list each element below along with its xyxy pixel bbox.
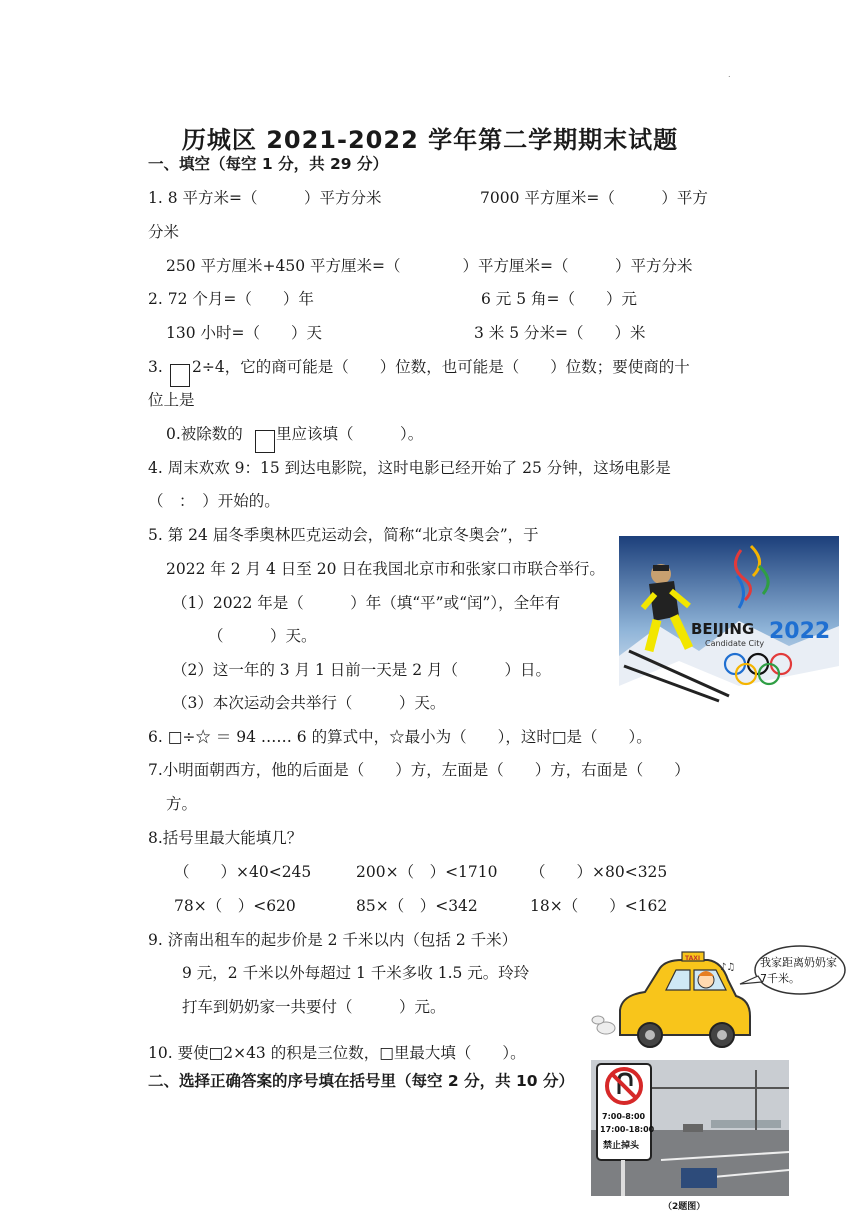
candidate-city-text: Candidate City	[705, 639, 765, 648]
corner-mark: .	[728, 70, 731, 79]
q9-b: 9 元，2 千米以外每超过 1 千米多收 1.5 元。玲玲	[182, 964, 530, 982]
q8-item: 200×（ ）<1710	[356, 863, 498, 881]
taxi-sign-text: TAXI	[685, 955, 701, 962]
q3-text: 2÷4，它的商可能是（ ）位数，也可能是（ ）位数；要使商的十	[192, 358, 690, 376]
winter-olympics-image	[619, 536, 839, 706]
q5-d: （ ）天。	[208, 627, 317, 645]
q4-a: 4. 周末欢欢 9：15 到达电影院，这时电影已经开始了 25 分钟，这场电影是	[148, 459, 671, 477]
q8-title: 8.括号里最大能填几？	[148, 829, 303, 847]
q2-a: 2. 72 个月=（ ）年	[148, 290, 314, 308]
figure-caption: （2题图）	[663, 1202, 706, 1212]
q5-c: （1）2022 年是（ ）年（填“平”或“闰”），全年有	[172, 594, 561, 612]
q5-f: （3）本次运动会共举行（ ）天。	[172, 694, 446, 712]
q5-e: （2）这一年的 3 月 1 日前一天是 2 月（ ）日。	[172, 661, 552, 679]
section-2-heading: 二、选择正确答案的序号填在括号里（每空 2 分，共 10 分）	[148, 1072, 574, 1090]
taxi-cartoon-image	[590, 940, 848, 1048]
bubble-line-2: 7千米。	[760, 972, 800, 985]
q2-b: 6 元 5 角=（ ）元	[481, 290, 637, 308]
q3-text-3: 里应该填（ ）。	[276, 425, 424, 443]
q3-number: 3.	[148, 358, 163, 376]
q7-a: 7.小明面朝西方，他的后面是（ ）方，左面是（ ）方，右面是（ ）	[148, 761, 690, 779]
beijing-text: BEIJING	[691, 620, 755, 638]
section-1-heading: 一、填空（每空 1 分，共 29 分）	[148, 155, 388, 173]
sign-line-2: 17:00-18:00	[600, 1125, 655, 1134]
q8-item: 85×（ ）<342	[356, 897, 478, 915]
q1-b-cont: 分米	[148, 223, 180, 241]
q6: 6. □÷☆ ＝ 94 …… 6 的算式中，☆最小为（ ），这时□是（ ）。	[148, 728, 652, 746]
q3-text-2: 0.被除数的	[166, 425, 243, 443]
q4-b: （ ： ）开始的。	[148, 492, 280, 510]
q5-a: 5. 第 24 届冬季奥林匹克运动会，简称“北京冬奥会”，于	[148, 526, 539, 544]
q5-b: 2022 年 2 月 4 日至 20 日在我国北京市和张家口市联合举行。	[166, 560, 605, 578]
q8-item: 18×（ ）<162	[530, 897, 668, 915]
bubble-line-1: 我家距离奶奶家	[760, 956, 837, 969]
q8-item: （ ）×80<325	[530, 863, 668, 881]
svg-text:♪♫: ♪♫	[720, 962, 736, 973]
q2-c: 130 小时=（ ）天	[166, 324, 322, 342]
no-u-turn-sign-photo	[591, 1060, 789, 1196]
q2-d: 3 米 5 分米=（ ）米	[474, 324, 646, 342]
q8-item: （ ）×40<245	[174, 863, 312, 881]
q7-b: 方。	[166, 795, 198, 813]
q1-c: 250 平方厘米+450 平方厘米=（ ）平方厘米=（ ）平方分米	[166, 257, 693, 275]
page-title: 历城区 2021-2022 学年第二学期期末试题	[181, 126, 679, 154]
sign-line-3: 禁止掉头	[603, 1141, 640, 1151]
q9-c: 打车到奶奶家一共要付（ ）元。	[182, 998, 446, 1016]
sign-line-1: 7:00-8:00	[602, 1112, 646, 1121]
q1-b: 7000 平方厘米=（ ）平方	[480, 189, 708, 207]
blank-box	[170, 364, 190, 387]
q8-item: 78×（ ）<620	[174, 897, 296, 915]
q3-text-cont: 位上是	[148, 391, 195, 409]
q1-a: 1. 8 平方米=（ ）平方分米	[148, 189, 382, 207]
q9-a: 9. 济南出租车的起步价是 2 千米以内（包括 2 千米）	[148, 931, 518, 949]
year-2022-text: 2022	[769, 619, 831, 644]
blank-box	[255, 430, 275, 453]
q10: 10. 要使□2×43 的积是三位数，□里最大填（ ）。	[148, 1044, 526, 1062]
